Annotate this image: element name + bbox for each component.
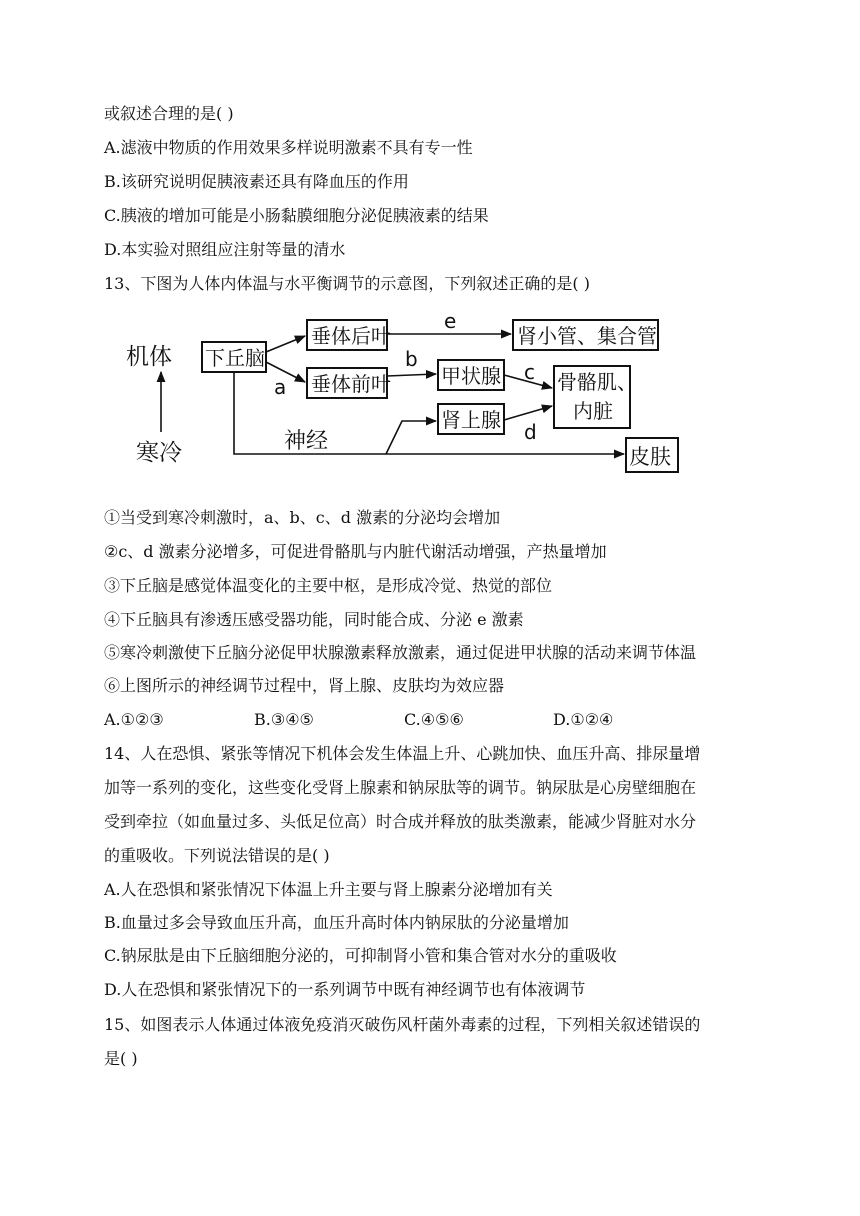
q15-stem-line2: 是( ) (104, 1049, 138, 1068)
q14-stem-line3: 受到牵拉（如血量过多、头低足位高）时合成并释放的肽类激素，能减少肾脏对水分 (104, 812, 697, 831)
q13-statement-2: ②c、d 激素分泌增多，可促进骨骼肌与内脏代谢活动增强，产热量增加 (104, 542, 607, 561)
q13-statement-6: ⑥上图所示的神经调节过程中，肾上腺、皮肤均为效应器 (104, 676, 505, 695)
arrow-nerve-to-adrenal (386, 421, 436, 454)
q14-stem-line1: 14、人在恐惧、紧张等情况下机体会发生体温上升、心跳加快、血压升高、排尿量增 (104, 744, 701, 763)
q13-option-b: B.③④⑤ (254, 710, 314, 729)
arrow-hypothalamus-to-posterior (266, 336, 305, 352)
q13-option-c: C.④⑤⑥ (404, 710, 464, 729)
q13-option-a: A.①②③ (104, 710, 164, 729)
label-posterior-pituitary: 垂体后叶 (311, 324, 391, 348)
q13-statement-5: ⑤寒冷刺激使下丘脑分泌促甲状腺激素释放激素，通过促进甲状腺的活动来调节体温 (104, 643, 697, 662)
q14-stem-line2: 加等一系列的变化，这些变化受肾上腺素和钠尿肽等的调节。钠尿肽是心房壁细胞在 (104, 778, 697, 797)
label-muscle-line1: 骨骼肌、 (557, 370, 637, 394)
q12-option-d: D.本实验对照组应注射等量的清水 (104, 240, 346, 259)
q14-stem-line4: 的重吸收。下列说法错误的是( ) (104, 846, 330, 865)
label-e: e (444, 309, 457, 333)
q12-option-c: C.胰液的增加可能是小肠黏膜细胞分泌促胰液素的结果 (104, 206, 489, 225)
label-b: b (405, 347, 418, 371)
label-adrenal: 肾上腺 (441, 408, 501, 432)
label-kidney-tubules: 肾小管、集合管 (517, 324, 657, 348)
label-d: d (524, 420, 537, 444)
q13-statement-4: ④下丘脑具有渗透压感受器功能，同时能合成、分泌 e 激素 (104, 610, 524, 629)
label-nerve: 神经 (284, 429, 329, 454)
label-hypothalamus: 下丘脑 (205, 346, 265, 370)
q15-stem-line1: 15、如图表示人体通过体液免疫消灭破伤风杆菌外毒素的过程，下列相关叙述错误的 (104, 1015, 701, 1034)
arrow-d (504, 406, 552, 420)
label-anterior-pituitary: 垂体前叶 (311, 372, 391, 396)
q12-stem-tail: 或叙述合理的是( ) (104, 104, 234, 123)
label-cold: 寒冷 (136, 440, 182, 466)
label-skin: 皮肤 (629, 445, 671, 469)
label-a: a (274, 375, 287, 399)
regulation-diagram (118, 308, 708, 486)
q14-option-d: D.人在恐惧和紧张情况下的一系列调节中既有神经调节也有体液调节 (104, 980, 586, 999)
q13-option-d: D.①②④ (553, 710, 614, 729)
q14-option-a: A.人在恐惧和紧张情况下体温上升主要与肾上腺素分泌增加有关 (104, 880, 553, 899)
label-organism: 机体 (126, 344, 172, 370)
q14-option-b: B.血量过多会导致血压升高，血压升高时体内钠尿肽的分泌量增加 (104, 913, 569, 932)
q12-option-a: A.滤液中物质的作用效果多样说明激素不具有专一性 (104, 138, 473, 157)
q14-option-c: C.钠尿肽是由下丘脑细胞分泌的，可抑制肾小管和集合管对水分的重吸收 (104, 946, 617, 965)
q13-options (104, 710, 754, 730)
arrow-b (387, 374, 436, 376)
q13-stem: 13、下图为人体内体温与水平衡调节的示意图，下列叙述正确的是( ) (104, 274, 590, 293)
label-c: c (524, 360, 535, 384)
q13-statement-1: ①当受到寒冷刺激时，a、b、c、d 激素的分泌均会增加 (104, 508, 501, 527)
label-muscle-line2: 内脏 (573, 399, 613, 423)
q13-statement-3: ③下丘脑是感觉体温变化的主要中枢，是形成冷觉、热觉的部位 (104, 576, 553, 595)
label-thyroid: 甲状腺 (441, 364, 501, 388)
q12-option-b: B.该研究说明促胰液素还具有降血压的作用 (104, 172, 409, 191)
